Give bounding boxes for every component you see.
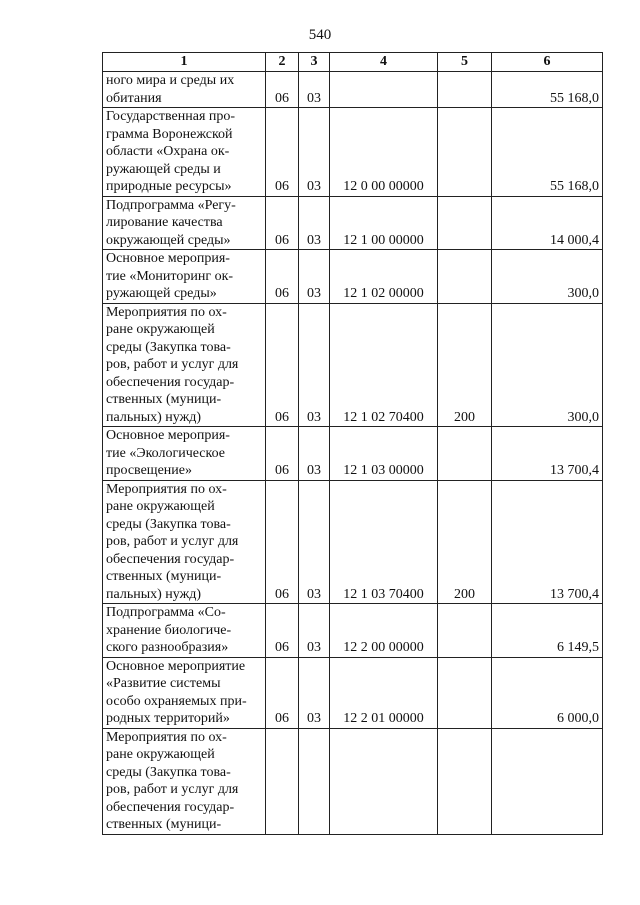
amount-cell: 300,0 [492, 303, 603, 427]
amount-cell: 55 168,0 [492, 108, 603, 197]
table-row [103, 480, 603, 604]
row-name-cell: Мероприятия по ох- ране окружающей среды (Закупка това- ров, работ и услуг для обеспечения государ- ственных (муници- [103, 728, 266, 834]
column-header-3: 3 [299, 53, 330, 72]
target-article-cell: 12 1 02 70400 [330, 303, 438, 427]
table-row [103, 657, 603, 728]
amount-cell: 14 000,4 [492, 196, 603, 250]
amount-cell: 6 000,0 [492, 657, 603, 728]
row-name-cell: Основное мероприя- тие «Экологическое просвещение» [103, 427, 266, 481]
target-article-cell: 12 1 00 00000 [330, 196, 438, 250]
target-article-cell [330, 728, 438, 834]
table-row [103, 604, 603, 658]
row-name-cell: Мероприятия по ох- ране окружающей среды (Закупка това- ров, работ и услуг для обеспечения государ- ственных (муници- пальных) нужд) [103, 303, 266, 427]
target-article-cell: 12 1 03 00000 [330, 427, 438, 481]
target-article-cell [330, 72, 438, 108]
subsection-code-cell: 03 [299, 108, 330, 197]
table-row [103, 250, 603, 304]
row-name-cell: Подпрограмма «Регу- лирование качества окружающей среды» [103, 196, 266, 250]
amount-cell: 300,0 [492, 250, 603, 304]
table-header-row [103, 53, 603, 72]
target-article-cell: 12 2 01 00000 [330, 657, 438, 728]
subsection-code-cell: 03 [299, 480, 330, 604]
expense-type-cell [438, 108, 492, 197]
expense-type-cell: 200 [438, 303, 492, 427]
row-name-cell: Подпрограмма «Со- хранение биологиче- ского разнообразия» [103, 604, 266, 658]
expense-type-cell [438, 728, 492, 834]
table-row [103, 108, 603, 197]
subsection-code-cell: 03 [299, 250, 330, 304]
row-name-cell: Государственная про- грамма Воронежской области «Охрана ок- ружающей среды и природные ресурсы» [103, 108, 266, 197]
amount-cell: 6 149,5 [492, 604, 603, 658]
target-article-cell: 12 2 00 00000 [330, 604, 438, 658]
subsection-code-cell: 03 [299, 303, 330, 427]
column-header-2: 2 [266, 53, 299, 72]
expense-type-cell [438, 657, 492, 728]
expense-type-cell [438, 604, 492, 658]
section-code-cell: 06 [266, 72, 299, 108]
target-article-cell: 12 1 02 00000 [330, 250, 438, 304]
section-code-cell: 06 [266, 196, 299, 250]
page-number: 540 [308, 27, 332, 43]
column-header-4: 4 [330, 53, 438, 72]
table-row [103, 728, 603, 834]
expense-type-cell [438, 250, 492, 304]
subsection-code-cell: 03 [299, 427, 330, 481]
column-header-6: 6 [492, 53, 603, 72]
subsection-code-cell: 03 [299, 657, 330, 728]
budget-table [102, 52, 603, 835]
section-code-cell: 06 [266, 480, 299, 604]
subsection-code-cell [299, 728, 330, 834]
section-code-cell: 06 [266, 657, 299, 728]
subsection-code-cell: 03 [299, 72, 330, 108]
section-code-cell: 06 [266, 303, 299, 427]
row-name-cell: ного мира и среды их обитания [103, 72, 266, 108]
table-row [103, 196, 603, 250]
section-code-cell: 06 [266, 108, 299, 197]
section-code-cell: 06 [266, 604, 299, 658]
target-article-cell: 12 1 03 70400 [330, 480, 438, 604]
table-row [103, 72, 603, 108]
amount-cell: 13 700,4 [492, 480, 603, 604]
amount-cell: 55 168,0 [492, 72, 603, 108]
column-header-1: 1 [103, 53, 266, 72]
column-header-5: 5 [438, 53, 492, 72]
amount-cell [492, 728, 603, 834]
section-code-cell [266, 728, 299, 834]
table-row [103, 427, 603, 481]
expense-type-cell [438, 427, 492, 481]
expense-type-cell: 200 [438, 480, 492, 604]
target-article-cell: 12 0 00 00000 [330, 108, 438, 197]
row-name-cell: Основное мероприя- тие «Мониторинг ок- ружающей среды» [103, 250, 266, 304]
expense-type-cell [438, 72, 492, 108]
expense-type-cell [438, 196, 492, 250]
table-row [103, 303, 603, 427]
row-name-cell: Мероприятия по ох- ране окружающей среды (Закупка това- ров, работ и услуг для обеспечения государ- ственных (муници- пальных) нужд) [103, 480, 266, 604]
section-code-cell: 06 [266, 250, 299, 304]
amount-cell: 13 700,4 [492, 427, 603, 481]
section-code-cell: 06 [266, 427, 299, 481]
subsection-code-cell: 03 [299, 196, 330, 250]
row-name-cell: Основное мероприятие «Развитие системы особо охраняемых при- родных территорий» [103, 657, 266, 728]
subsection-code-cell: 03 [299, 604, 330, 658]
